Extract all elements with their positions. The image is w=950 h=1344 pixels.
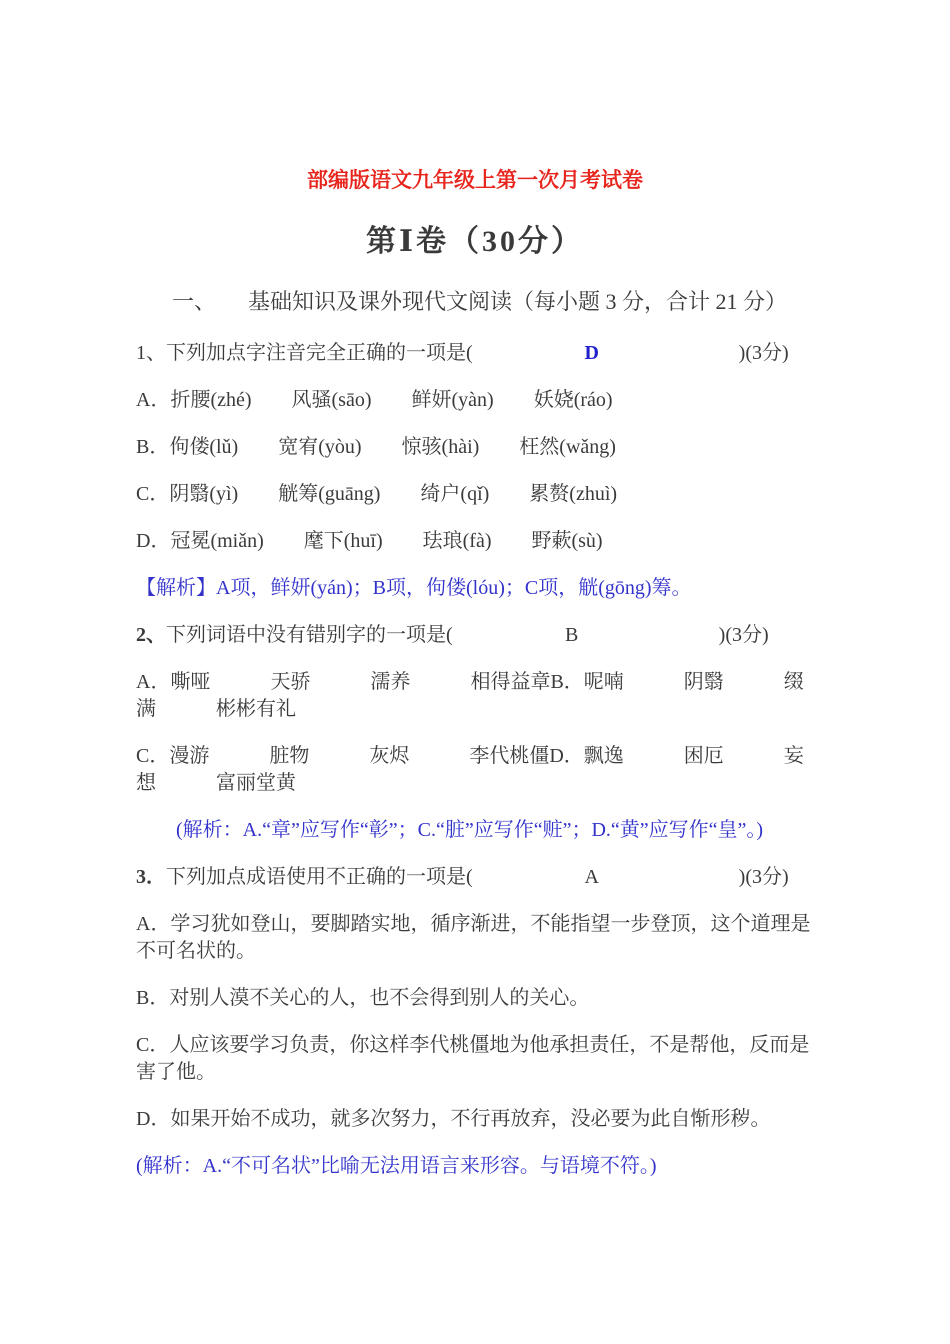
doc-title: 部编版语文九年级上第一次月考试卷 [307,169,643,192]
question-3-option-b: B．对别人漠不关心的人，也不会得到别人的关心。 [136,987,590,1009]
question-3-number: 3． [136,866,166,888]
question-2-answer: B [565,624,579,646]
question-3-option-d: D．如果开始不成功，就多次努力，不行再放弃，没必要为此自惭形秽。 [136,1108,771,1130]
volume-heading: 第Ⅰ卷（30分） [365,225,585,258]
question-2-options-ab: A．嘶哑 天骄 濡养 相得益章B．呢喃 阴翳 缀满 彬彬有礼 [136,671,804,720]
question-2 [136,622,814,844]
question-1-option-d: D．冠冕(miǎn) 麾下(huī) 珐琅(fà) 野蔌(sù) [136,530,603,552]
question-3-analysis: (解析：A.“不可名状”比喻无法用语言来形容。与语境不符。) [136,1155,657,1177]
section-title: 基础知识及课外现代文阅读（每小题 3 分，合计 21 分） [248,289,788,314]
question-1 [136,340,814,602]
question-3-stem [136,864,814,891]
question-1-option-c: C．阴翳(yì) 觥筹(guāng) 绮户(qǐ) 累赘(zhuì) [136,483,618,505]
question-3-option-c: C．人应该要学习负责，你这样李代桃僵地为他承担责任，不是帮他，反而是害了他。 [136,1034,810,1083]
question-1-analysis: 【解析】A项，鲜妍(yán)；B项，佝偻(lóu)；C项，觥(gōng)筹。 [136,577,692,599]
question-2-text: 下列词语中没有错别字的一项是( [166,624,453,646]
question-1-score: )(3分) [738,342,789,364]
question-3-text: 下列加点成语使用不正确的一项是( [166,866,473,888]
question-1-option-b: B．佝偻(lǔ) 宽宥(yòu) 惊骇(hài) 枉然(wǎng) [136,436,616,458]
question-2-options-cd: C．漫游 脏物 灰烬 李代桃僵D．飘逸 困厄 妄想 富丽堂黄 [136,745,804,794]
question-3-option-a: A．学习犹如登山，要脚踏实地，循序渐进，不能指望一步登顶，这个道理是不可名状的。 [136,913,811,962]
question-2-stem [136,622,814,649]
question-1-option-a: A．折腰(zhé) 风骚(sāo) 鲜妍(yàn) 妖娆(ráo) [136,389,613,411]
section-number: 一、 [172,289,217,314]
question-3 [136,864,814,1180]
section-heading [136,288,814,316]
question-2-number: 2、 [136,624,166,646]
question-1-text: 下列加点字注音完全正确的一项是( [166,342,473,364]
question-1-number: 1、 [136,342,166,364]
question-3-answer: A [584,866,599,888]
question-3-score: )(3分) [738,866,789,888]
question-1-answer: D [584,342,599,364]
question-2-score: )(3分) [718,624,769,646]
question-1-stem [136,340,814,367]
question-2-analysis: (解析：A.“章”应写作“彰”；C.“脏”应写作“赃”；D.“黄”应写作“皇”。) [176,819,764,841]
